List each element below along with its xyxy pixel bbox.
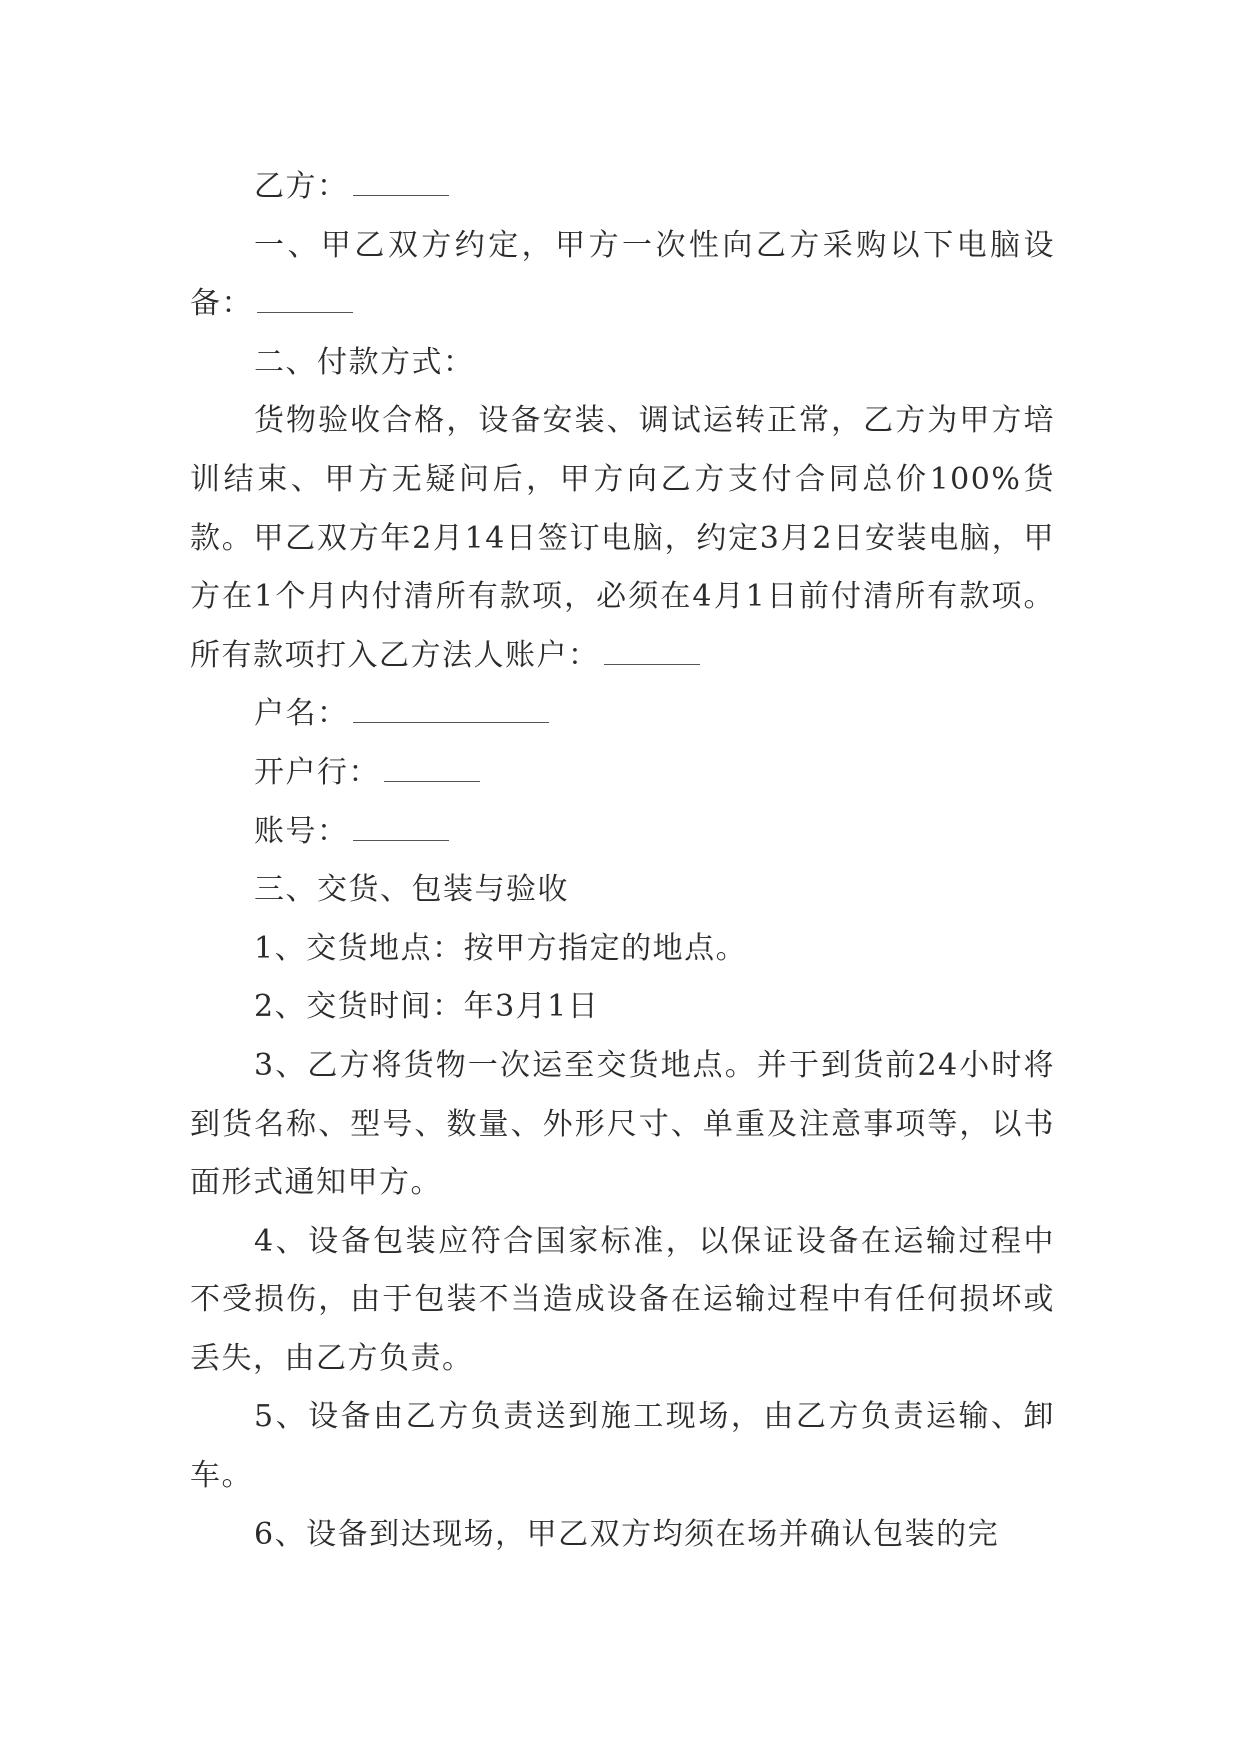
clause-3-3-text: 3、乙方将货物一次运至交货地点。并于到货前24小时将到货名称、型号、数量、外形尺寸、单重及注意事项等，以书面形式通知甲方。 [190, 1047, 1055, 1201]
equipment-blank [257, 292, 353, 313]
party-b-label: 乙方： [254, 169, 349, 204]
clause-3-2 [190, 978, 1055, 1037]
clause-3-5-text: 5、设备由乙方负责送到施工现场，由乙方负责运输、卸车。 [190, 1399, 1055, 1494]
clause-2-heading [190, 334, 1055, 393]
clause-3-6 [190, 1506, 1055, 1565]
clause-2-body-text: 货物验收合格，设备安装、调试运转正常，乙方为甲方培训结束、甲方无疑问后，甲方向乙方支付合同总价100%货款。甲乙双方年2月14日签订电脑，约定3月2日安装电脑，甲方在1个月内付清所有款项，必须在4月1日前付清所有款项。所有款项打入乙方法人账户： [190, 403, 1055, 673]
party-b-line [190, 158, 1055, 217]
clause-3-1 [190, 920, 1055, 979]
party-b-blank [353, 175, 449, 196]
bank-label: 开户行： [254, 754, 380, 790]
account-name-line [190, 685, 1055, 744]
clause-1-text: 一、甲乙双方约定，甲方一次性向乙方采购以下电脑设备： [190, 227, 1055, 322]
clause-3-heading [190, 861, 1055, 920]
clause-3-heading-text: 三、交货、包装与验收 [254, 872, 569, 908]
account-number-label: 账号： [254, 813, 349, 849]
clause-3-1-text: 1、交货地点：按甲方指定的地点。 [254, 930, 748, 966]
clause-3-5 [190, 1388, 1055, 1505]
clause-2-heading-text: 二、付款方式： [254, 344, 475, 380]
clause-3-4 [190, 1213, 1055, 1389]
account-blank [604, 644, 700, 665]
account-name-label: 户名： [254, 696, 349, 732]
account-number-blank [353, 820, 449, 841]
bank-blank [384, 761, 480, 782]
clause-3-3 [190, 1037, 1055, 1213]
account-number-line [190, 803, 1055, 862]
clause-3-6-text: 6、设备到达现场，甲乙双方均须在场并确认包装的完 [254, 1516, 1000, 1552]
clause-3-4-text: 4、设备包装应符合国家标准，以保证设备在运输过程中不受损伤，由于包装不当造成设备在运输过程中有任何损坏或丢失，由乙方负责。 [190, 1223, 1055, 1376]
account-name-blank [353, 702, 549, 723]
clause-2-body [190, 392, 1055, 685]
bank-line [190, 744, 1055, 803]
clause-1 [190, 217, 1055, 334]
clause-3-2-text: 2、交货时间：年3月1日 [254, 989, 600, 1025]
document-body [190, 158, 1055, 1564]
